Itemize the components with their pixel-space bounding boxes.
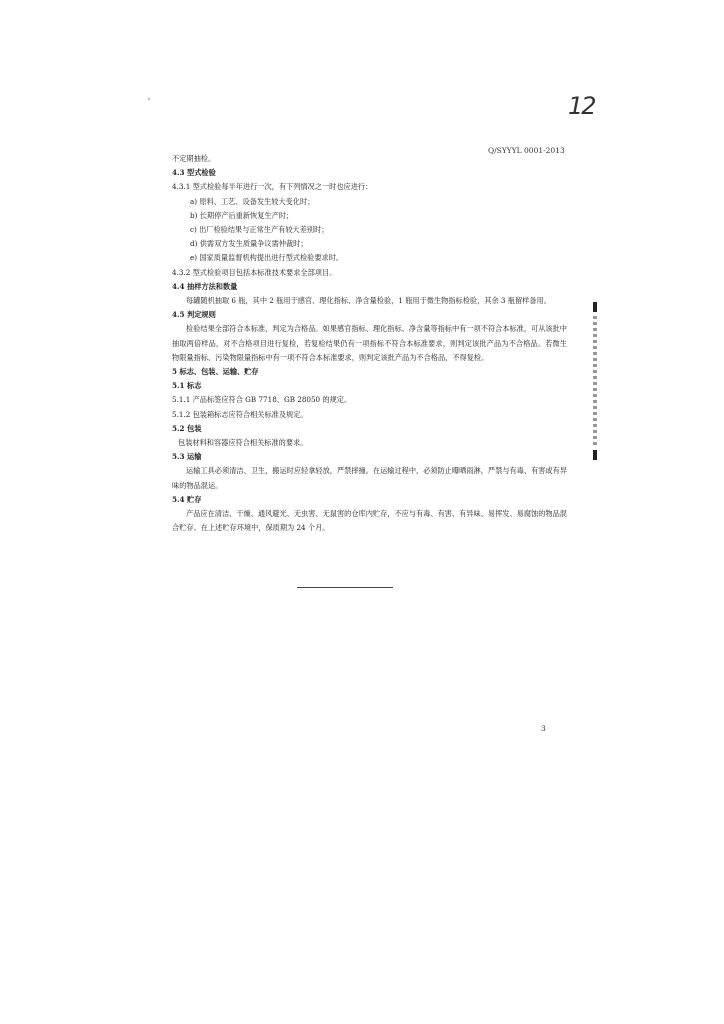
body-line: 运输工具必须清洁、卫生，搬运时应轻拿轻放，严禁摔撞。在运输过程中，必须防止曝晒雨淋，严禁与有毒、有害或有异味的物品混运。 — [172, 466, 567, 490]
section-heading: 4.3 型式检验 — [172, 168, 216, 178]
body-line: 检验结果全部符合本标准，判定为合格品。如果感官指标、理化指标、净含量等指标中有一项不符合本标准，可从该批中抽取两倍样品，对不合格项目进行复检，若复检结果仍有一项指标不符合本标准要求，则判定该批产品为不合格品。若微生物限量指标、污染物限量指标中有一项不符合本标准要求，则判定该批产品为不合格品，不得复检。 — [172, 324, 567, 362]
body-line: 每罐随机抽取 6 瓶，其中 2 瓶用于感官、理化指标、净含量检验，1 瓶用于微生物指标检验，其余 3 瓶留样备用。 — [186, 296, 551, 306]
scan-speck — [148, 98, 150, 100]
section-heading: 5.1 标志 — [172, 381, 202, 391]
body-line: 4.3.1 型式检验每半年进行一次，有下列情况之一时也应进行： — [172, 182, 373, 192]
body-line: 包装材料和容器应符合相关标准的要求。 — [178, 438, 308, 448]
section-heading: 5.3 运输 — [172, 452, 202, 462]
document-code: Q/SYYYL 0001-2013 — [488, 146, 565, 155]
body-line: b) 长期停产后重新恢复生产时； — [190, 210, 294, 220]
end-rule — [297, 587, 393, 588]
handwritten-page-mark: 12 — [568, 92, 595, 120]
body-line: d) 供需双方发生质量争议需仲裁时； — [190, 239, 308, 249]
body-line: 5.1.1 产品标签应符合 GB 7718、GB 28050 的规定。 — [172, 395, 352, 405]
section-heading: 5.4 贮存 — [172, 494, 202, 504]
body-line: e) 国家质量监督机构提出进行型式检验要求时。 — [190, 253, 344, 263]
section-heading: 4.4 抽样方法和数量 — [172, 281, 238, 291]
page-number: 3 — [541, 724, 546, 733]
body-line: c) 出厂检验结果与正常生产有较大差别时； — [190, 225, 329, 235]
binding-stamp-mark — [593, 302, 597, 460]
body-line: 产品应在清洁、干燥、通风避光、无虫害、无鼠害的仓库内贮存，不应与有毒、有害、有异味、易挥发、易腐蚀的物品混合贮存。在上述贮存环境中，保质期为 24 个月。 — [172, 509, 567, 533]
body-line: 5.1.2 包装箱标志应符合相关标准及规定。 — [172, 409, 308, 419]
section-heading: 4.5 判定规则 — [172, 310, 216, 320]
body-line: 不定期抽检。 — [172, 154, 216, 163]
body-line: a) 原料、工艺、设备发生较大变化时； — [190, 196, 315, 206]
document-body — [172, 152, 567, 535]
section-heading: 5.2 包装 — [172, 423, 202, 433]
body-line: 4.3.2 型式检验项目包括本标准技术要求全部项目。 — [172, 267, 337, 277]
section-heading: 5 标志、包装、运输、贮存 — [172, 367, 259, 377]
